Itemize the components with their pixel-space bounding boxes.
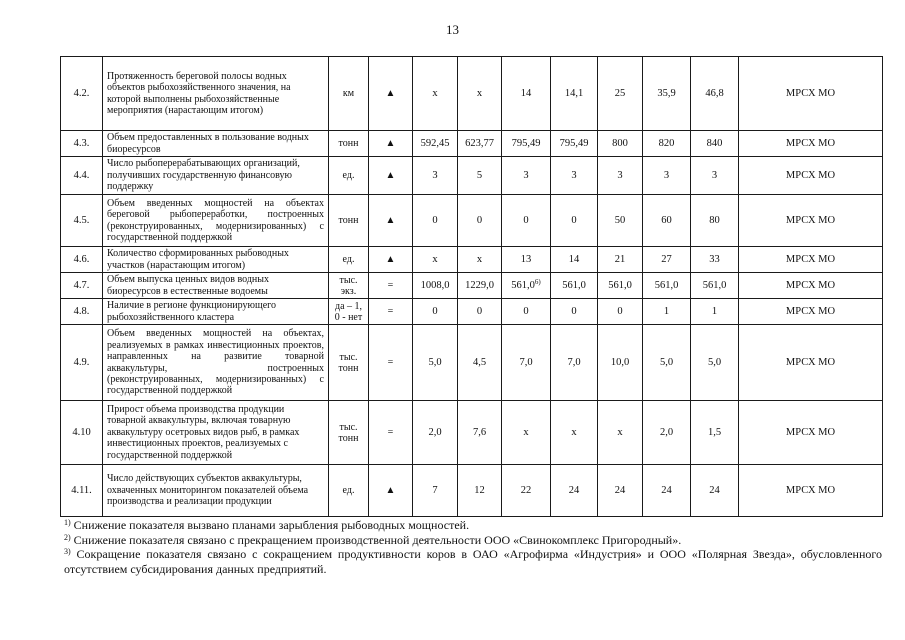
- value-cell: 14: [502, 57, 551, 131]
- value-cell: 5,0: [413, 325, 458, 401]
- value-cell: 800: [598, 131, 643, 157]
- indicator-description: Объем выпуска ценных видов водных биоресурсов в естественные водоемы: [103, 273, 329, 299]
- value-cell: 0: [458, 299, 502, 325]
- responsible-cell: МРСХ МО: [739, 273, 883, 299]
- value-cell: 5,0: [643, 325, 691, 401]
- row-number: 4.4.: [61, 157, 103, 195]
- value-cell: 14,1: [551, 57, 598, 131]
- value-cell: 561,0: [691, 273, 739, 299]
- value-cell: 46,8: [691, 57, 739, 131]
- value-cell: 0: [413, 299, 458, 325]
- footnote: [64, 547, 882, 576]
- row-number: 4.11.: [61, 465, 103, 517]
- value-cell: 22: [502, 465, 551, 517]
- value-cell: 3: [413, 157, 458, 195]
- responsible-cell: МРСХ МО: [739, 57, 883, 131]
- footnote-text: Снижение показателя вызвано планами зарыбления рыбоводных мощностей.: [73, 518, 470, 532]
- value-cell: 0: [551, 299, 598, 325]
- indicator-description: Протяженность береговой полосы водных объектов рыбохозяйственного значения, на которой выполнены рыбохозяйственные мероприятия (нарастающим итогом): [103, 57, 329, 131]
- trend-icon: =: [369, 299, 413, 325]
- value-cell: 795,49: [502, 131, 551, 157]
- table-row: [61, 57, 883, 131]
- responsible-cell: МРСХ МО: [739, 299, 883, 325]
- trend-icon: =: [369, 325, 413, 401]
- value-cell: 27: [643, 247, 691, 273]
- trend-icon: ▲: [369, 247, 413, 273]
- value-cell: 21: [598, 247, 643, 273]
- row-number: 4.10: [61, 401, 103, 465]
- unit-cell: тонн: [329, 131, 369, 157]
- indicator-description: Наличие в регионе функционирующего рыбохозяйственного кластера: [103, 299, 329, 325]
- value-cell: 561,0: [643, 273, 691, 299]
- value-cell: 50: [598, 195, 643, 247]
- indicator-description: Объем введенных мощностей на объектах береговой рыбопереработки, построенных (реконструированных, модернизированных) с государственной поддержкой: [103, 195, 329, 247]
- value-cell: 7: [413, 465, 458, 517]
- value-cell: 1: [643, 299, 691, 325]
- indicator-description: Число рыбоперерабатывающих организаций, получивших государственную финансовую поддержку: [103, 157, 329, 195]
- unit-cell: тыс. экз.: [329, 273, 369, 299]
- footnote-mark: 1): [64, 518, 71, 527]
- responsible-cell: МРСХ МО: [739, 157, 883, 195]
- value-cell: х: [458, 247, 502, 273]
- table-row: [61, 299, 883, 325]
- value-cell: 5,0: [691, 325, 739, 401]
- value-text: 561,0: [511, 279, 535, 291]
- value-cell: 60: [643, 195, 691, 247]
- trend-icon: ▲: [369, 131, 413, 157]
- indicator-description: Объем введенных мощностей на объектах, реализуемых в рамках инвестиционных проектов, направленных на развитие товарной аквакультуры, построенных (реконструированных, модернизированных) с государственной поддержкой: [103, 325, 329, 401]
- value-cell: 25: [598, 57, 643, 131]
- value-cell: 12: [458, 465, 502, 517]
- trend-icon: ▲: [369, 57, 413, 131]
- value-cell: 561,0: [551, 273, 598, 299]
- responsible-cell: МРСХ МО: [739, 131, 883, 157]
- value-cell: 10,0: [598, 325, 643, 401]
- value-cell: 14: [551, 247, 598, 273]
- value-cell: 80: [691, 195, 739, 247]
- value-cell: 840: [691, 131, 739, 157]
- value-cell: [502, 273, 551, 299]
- unit-cell: тыс. тонн: [329, 401, 369, 465]
- table-row: [61, 247, 883, 273]
- responsible-cell: МРСХ МО: [739, 325, 883, 401]
- value-cell: 1229,0: [458, 273, 502, 299]
- responsible-cell: МРСХ МО: [739, 195, 883, 247]
- value-cell: 795,49: [551, 131, 598, 157]
- value-cell: 561,0: [598, 273, 643, 299]
- unit-cell: тыс. тонн: [329, 325, 369, 401]
- value-cell: х: [458, 57, 502, 131]
- value-cell: 1008,0: [413, 273, 458, 299]
- indicators-table: [60, 56, 883, 517]
- unit-cell: ед.: [329, 465, 369, 517]
- table-row: [61, 195, 883, 247]
- footnote-text: Снижение показателя связано с прекращением производственной деятельности ООО «Свинокомплекс Пригородный».: [73, 532, 682, 547]
- value-cell: х: [598, 401, 643, 465]
- value-cell: 3: [643, 157, 691, 195]
- value-cell: 24: [598, 465, 643, 517]
- table-row: [61, 325, 883, 401]
- table-row: [61, 465, 883, 517]
- footnote-mark: 6): [534, 277, 541, 286]
- unit-cell: км: [329, 57, 369, 131]
- responsible-cell: МРСХ МО: [739, 401, 883, 465]
- value-cell: 4,5: [458, 325, 502, 401]
- value-cell: х: [413, 247, 458, 273]
- row-number: 4.8.: [61, 299, 103, 325]
- value-cell: 24: [691, 465, 739, 517]
- footnote: [64, 518, 882, 533]
- responsible-cell: МРСХ МО: [739, 465, 883, 517]
- unit-cell: тонн: [329, 195, 369, 247]
- indicator-description: Прирост объема производства продукции товарной аквакультуры, включая товарную аквакультуру осетровых видов рыб, в рамках инвестиционных проектов, реализуемых с государственной поддержкой: [103, 401, 329, 465]
- value-cell: 0: [551, 195, 598, 247]
- unit-cell: да – 1, 0 - нет: [329, 299, 369, 325]
- footnote: [64, 533, 882, 548]
- value-cell: 2,0: [413, 401, 458, 465]
- value-cell: 3: [691, 157, 739, 195]
- value-cell: 24: [643, 465, 691, 517]
- value-cell: 13: [502, 247, 551, 273]
- row-number: 4.3.: [61, 131, 103, 157]
- indicator-description: Объем предоставленных в пользование водных биоресурсов: [103, 131, 329, 157]
- unit-cell: ед.: [329, 157, 369, 195]
- page-number: 13: [446, 22, 459, 37]
- responsible-cell: МРСХ МО: [739, 247, 883, 273]
- value-cell: 0: [502, 299, 551, 325]
- row-number: 4.6.: [61, 247, 103, 273]
- value-cell: 3: [551, 157, 598, 195]
- value-cell: 0: [598, 299, 643, 325]
- trend-icon: =: [369, 273, 413, 299]
- row-number: 4.9.: [61, 325, 103, 401]
- table-row: [61, 157, 883, 195]
- value-cell: 1: [691, 299, 739, 325]
- value-cell: 0: [458, 195, 502, 247]
- value-cell: 7,0: [502, 325, 551, 401]
- table-row: [61, 273, 883, 299]
- value-cell: 623,77: [458, 131, 502, 157]
- footnotes: [64, 518, 882, 576]
- table-row: [61, 131, 883, 157]
- trend-icon: =: [369, 401, 413, 465]
- footnote-mark: 3): [64, 547, 71, 556]
- row-number: 4.2.: [61, 57, 103, 131]
- indicator-description: Число действующих субъектов аквакультуры, охваченных мониторингом показателей объема производства и реализации продукции: [103, 465, 329, 517]
- footnote-text: Сокращение показателя связано с сокращением продуктивности коров в ОАО «Агрофирма «Индустрия» и ООО «Полярная Звезда», обусловленного отсутствием субсидирования данных предприятий.: [64, 547, 882, 576]
- value-cell: 820: [643, 131, 691, 157]
- value-cell: 35,9: [643, 57, 691, 131]
- value-cell: 7,6: [458, 401, 502, 465]
- value-cell: х: [413, 57, 458, 131]
- table-row: [61, 401, 883, 465]
- value-cell: х: [502, 401, 551, 465]
- row-number: 4.7.: [61, 273, 103, 299]
- indicator-description: Количество сформированных рыбоводных участков (нарастающим итогом): [103, 247, 329, 273]
- value-cell: 33: [691, 247, 739, 273]
- value-cell: 0: [413, 195, 458, 247]
- value-cell: 1,5: [691, 401, 739, 465]
- row-number: 4.5.: [61, 195, 103, 247]
- value-cell: 3: [502, 157, 551, 195]
- footnote-mark: 2): [64, 532, 71, 542]
- unit-cell: ед.: [329, 247, 369, 273]
- value-cell: 0: [502, 195, 551, 247]
- value-cell: 24: [551, 465, 598, 517]
- value-cell: х: [551, 401, 598, 465]
- value-cell: 7,0: [551, 325, 598, 401]
- value-cell: 592,45: [413, 131, 458, 157]
- value-cell: 3: [598, 157, 643, 195]
- value-cell: 2,0: [643, 401, 691, 465]
- trend-icon: ▲: [369, 465, 413, 517]
- trend-icon: ▲: [369, 195, 413, 247]
- value-cell: 5: [458, 157, 502, 195]
- trend-icon: ▲: [369, 157, 413, 195]
